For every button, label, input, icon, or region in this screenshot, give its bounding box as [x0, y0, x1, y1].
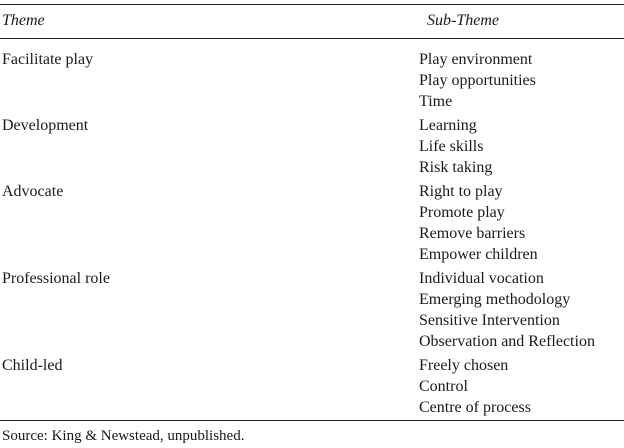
sub-theme-item: Control — [419, 378, 468, 395]
sub-theme-item: Remove barriers — [419, 225, 526, 242]
sub-theme-item: Play environment — [419, 51, 533, 68]
sub-theme-item: Promote play — [419, 204, 505, 221]
theme-cell: Advocate — [2, 183, 64, 200]
sub-theme-item: Learning — [419, 117, 477, 134]
sub-theme-item: Emerging methodology — [419, 291, 571, 308]
theme-cell: Development — [2, 117, 89, 134]
header-sub-theme: Sub-Theme — [427, 12, 499, 29]
table-row — [0, 115, 624, 178]
sub-theme-item: Play opportunities — [419, 72, 536, 89]
source-note: Source: King & Newstead, unpublished. — [2, 428, 245, 444]
sub-theme-item: Time — [419, 93, 453, 110]
theme-cell: Child-led — [2, 357, 63, 374]
sub-theme-list — [419, 355, 624, 418]
sub-theme-item: Observation and Reflection — [419, 333, 595, 350]
header-theme: Theme — [2, 12, 45, 29]
table-bottom-rule — [0, 420, 624, 421]
table-row — [0, 268, 624, 352]
theme-cell: Facilitate play — [2, 51, 94, 68]
sub-theme-list — [419, 181, 624, 265]
sub-theme-item: Empower children — [419, 246, 538, 263]
sub-theme-list — [419, 268, 624, 352]
sub-theme-item: Centre of process — [419, 399, 531, 416]
table-row — [0, 355, 624, 418]
sub-theme-item: Right to play — [419, 183, 503, 200]
sub-theme-item: Individual vocation — [419, 270, 544, 287]
sub-theme-item: Freely chosen — [419, 357, 509, 374]
sub-theme-item: Life skills — [419, 138, 484, 155]
table-header-rule — [0, 38, 624, 39]
theme-cell: Professional role — [2, 270, 110, 287]
sub-theme-list — [419, 115, 624, 178]
table-header-row — [0, 4, 624, 38]
table-row — [0, 181, 624, 265]
sub-theme-list — [419, 49, 624, 112]
sub-theme-item: Risk taking — [419, 159, 493, 176]
table-row — [0, 49, 624, 112]
sub-theme-item: Sensitive Intervention — [419, 312, 560, 329]
table-body — [0, 49, 624, 421]
